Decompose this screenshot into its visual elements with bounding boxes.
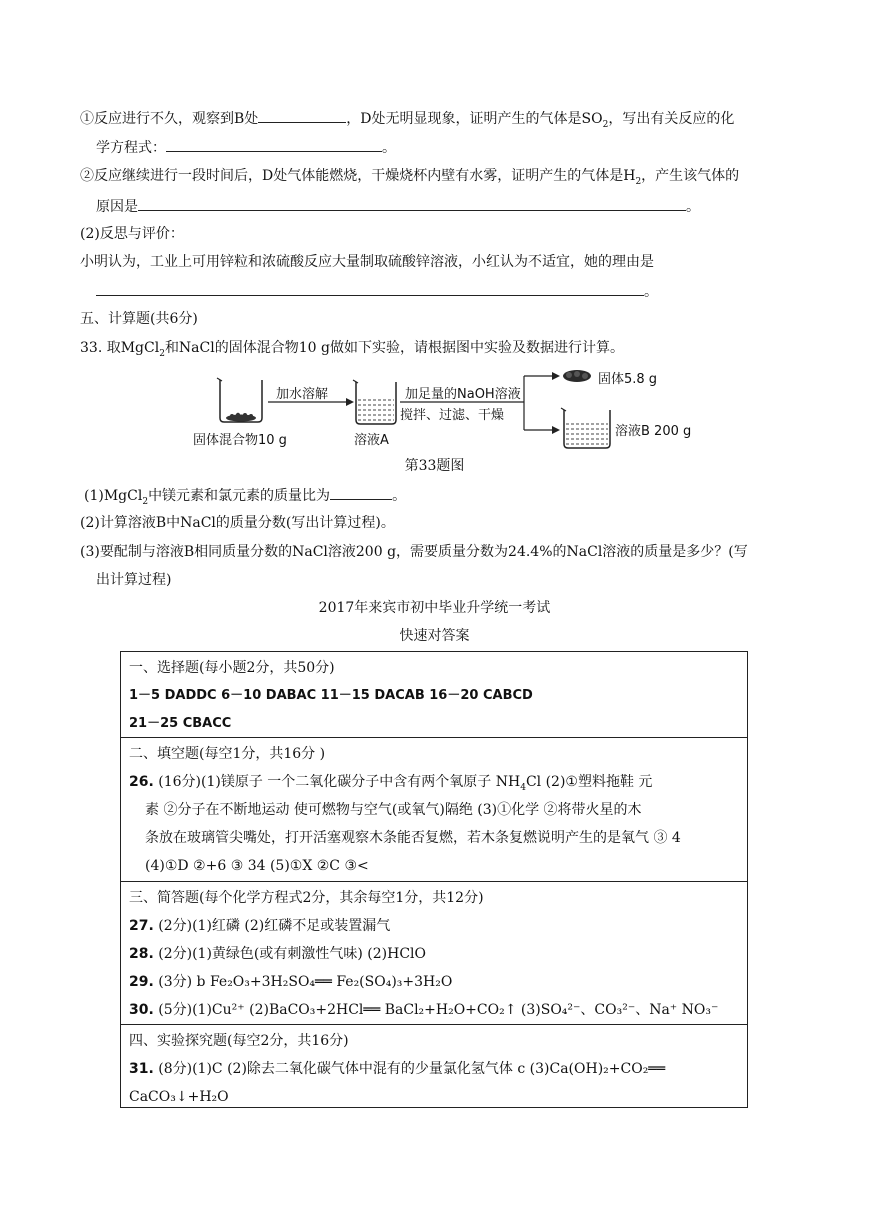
q32-text: 学方程式：: [96, 140, 166, 156]
q32-line-1: ①反应进行不久，观察到B处 ，D处无明显现象，证明产生的气体是$SO_2$，写出有关反应的化: [80, 108, 734, 135]
q33-text: 。: [392, 488, 407, 504]
precipitate-solid: [563, 370, 591, 382]
q32-text: ，D处无明显现象，证明产生的气体是SO: [346, 111, 603, 127]
section-title: 一、选择题(每小题2分，共50分): [129, 660, 335, 676]
question-number: 30.: [129, 1002, 154, 1018]
q32-text: ，写出有关反应的化: [608, 111, 735, 127]
answer-text: (3分) b Fe₂O₃+3H₂SO₄══ Fe₂(SO₄)₃+3H₂O: [158, 974, 453, 990]
q33-text: 中镁元素和氯元素的质量比为: [148, 488, 331, 504]
question-number: 31.: [129, 1061, 154, 1077]
q33-sub-3: (3)要配制与溶液B相同质量分数的NaCl溶液200 g，需要质量分数为24.4%的NaCl溶液的质量是多少？(写: [80, 544, 748, 560]
choice-answers-1: 1－5 DADDC 6－10 DABAC 11－15 DACAB 16－20 CABCD: [129, 688, 533, 703]
q32-line-4: [96, 196, 700, 217]
section-title: 二、填空题(每空1分，共16分 ): [129, 746, 326, 762]
answer-section-short: [121, 882, 747, 1025]
q32-line-7: [96, 281, 658, 302]
q26-line-3: 条放在玻璃管尖嘴处，打开活塞观察木条能否复燃，若木条复燃说明产生的是氧气 ③ 4: [145, 830, 681, 846]
answer-blank: [138, 196, 686, 211]
answer-blank: [258, 108, 346, 123]
q32-text: ，产生该气体的: [641, 168, 740, 184]
figure-label-solution-a: 溶液A: [354, 433, 389, 448]
answer-section-experiment: [121, 1025, 747, 1109]
q30-answer: [129, 996, 747, 1024]
q32-text: 。: [382, 140, 396, 156]
answer-text: CaCO₃↓+H₂O: [129, 1089, 229, 1105]
q33-sub-2: (2)计算溶液B中NaCl的质量分数(写出计算过程)。: [80, 515, 395, 531]
beaker-solid-mixture: [217, 378, 262, 422]
answer-text: (2分)(1)黄绿色(或有刺激性气味) (2)HClO: [158, 946, 427, 962]
answer-section-fill: [121, 738, 747, 882]
q33-sub-1: (1)MgCl$_2$中镁元素和氯元素的质量比为 。: [84, 485, 406, 512]
beaker-solution-b: [561, 408, 610, 448]
q33-text: 33. 取MgCl: [80, 340, 160, 356]
answer-text: (5分)(1)Cu²⁺ (2)BaCO₃+2HCl══ BaCl₂+H₂O+CO₂↑ (3)SO₄²⁻、CO₃²⁻、Na⁺ NO₃⁻: [158, 1002, 719, 1018]
answer-blank: [96, 281, 644, 296]
choice-answers-2: 21－25 CBACC: [129, 716, 232, 731]
answer-text: Cl (2)①塑料拖鞋 元: [525, 774, 653, 790]
figure-label-solution-b: 溶液B 200 g: [615, 424, 692, 439]
figure-label-solid-mixture: 固体混合物10 g: [193, 433, 287, 448]
q26-line-2: 素 ②分子在不断地运动 使可燃物与空气(或氧气)隔绝 (3)①化学 ②将带火星的木: [145, 802, 642, 818]
section-5-title: 五、计算题(共6分): [80, 311, 198, 327]
q33-stem: 33. 取MgCl$_2$和NaCl的固体混合物10 g做如下实验，请根据图中实验及数据进行计算。: [80, 340, 624, 359]
beaker-solution-a: [353, 380, 396, 424]
q33-sub-3-cont: 出计算过程): [96, 572, 172, 588]
question-number: 26.: [129, 774, 154, 790]
q32-line-3: ②反应继续进行一段时间后，D处气体能燃烧，干燥烧杯内壁有水雾，证明产生的气体是$H_2$，产生该气体的: [80, 168, 740, 187]
q31-line-2: [129, 1083, 747, 1111]
answer-blank: [330, 485, 392, 500]
q28-answer: [129, 940, 747, 968]
q32-line-6: 小明认为，工业上可用锌粒和浓硫酸反应大量制取硫酸锌溶液，小红认为不适宜，她的理由是: [80, 254, 654, 270]
q32-line-2: [96, 137, 396, 158]
answer-text: (8分)(1)C (2)除去二氧化碳气体中混有的少量氯化氢气体 c (3)Ca(OH)₂+CO₂══: [158, 1061, 666, 1077]
figure-label-solid: 固体5.8 g: [598, 372, 658, 387]
q33-text: 和NaCl的固体混合物10 g做如下实验，请根据图中实验及数据进行计算。: [164, 340, 624, 356]
question-number: 27.: [129, 918, 154, 934]
figure-step-filter: 搅拌、过滤、干燥: [400, 408, 505, 423]
q32-text: ①反应进行不久，观察到B处: [80, 111, 259, 127]
q32-text: 原因是: [96, 199, 138, 215]
section-title: 四、实验探究题(每空2分，共16分): [129, 1033, 349, 1049]
q32-text: 。: [644, 284, 658, 300]
answer-text: (16分)(1)镁原子 一个二氧化碳分子中含有两个氧原子 NH: [158, 774, 521, 790]
q32-line-5: (2)反思与评价：: [80, 226, 184, 242]
question-number: 28.: [129, 946, 154, 962]
q29-answer: [129, 968, 747, 996]
q33-text: (1)MgCl: [84, 488, 143, 504]
answer-title: 2017年来宾市初中毕业升学统一考试: [318, 600, 551, 616]
figure-caption: 第33题图: [404, 458, 465, 474]
q26-line-4: (4)①D ②+6 ③ 34 (5)①X ②C ③<: [145, 858, 369, 874]
q32-text: ②反应继续进行一段时间后，D处气体能燃烧，干燥烧杯内壁有水雾，证明产生的气体是H: [80, 168, 636, 184]
q27-answer: [129, 912, 747, 940]
q31-line-1: [129, 1055, 747, 1083]
section-title: 三、简答题(每个化学方程式2分，其余每空1分，共12分): [129, 890, 484, 906]
answer-blank: [166, 137, 382, 152]
figure-step-dissolve: 加水溶解: [276, 387, 329, 402]
answer-subtitle: 快速对答案: [399, 628, 470, 644]
answer-text: (2分)(1)红磷 (2)红磷不足或装置漏气: [158, 918, 391, 934]
q32-text: 。: [686, 199, 700, 215]
question-number: 29.: [129, 974, 154, 990]
figure-step-add-naoh: 加足量的NaOH溶液: [405, 387, 521, 402]
answer-section-choice: [121, 652, 747, 738]
q26-line-1: 26. (16分)(1)镁原子 一个二氧化碳分子中含有两个氧原子 $NH_4Cl$ (2)①塑料拖鞋 元: [129, 774, 653, 793]
answer-table: [120, 651, 748, 1108]
